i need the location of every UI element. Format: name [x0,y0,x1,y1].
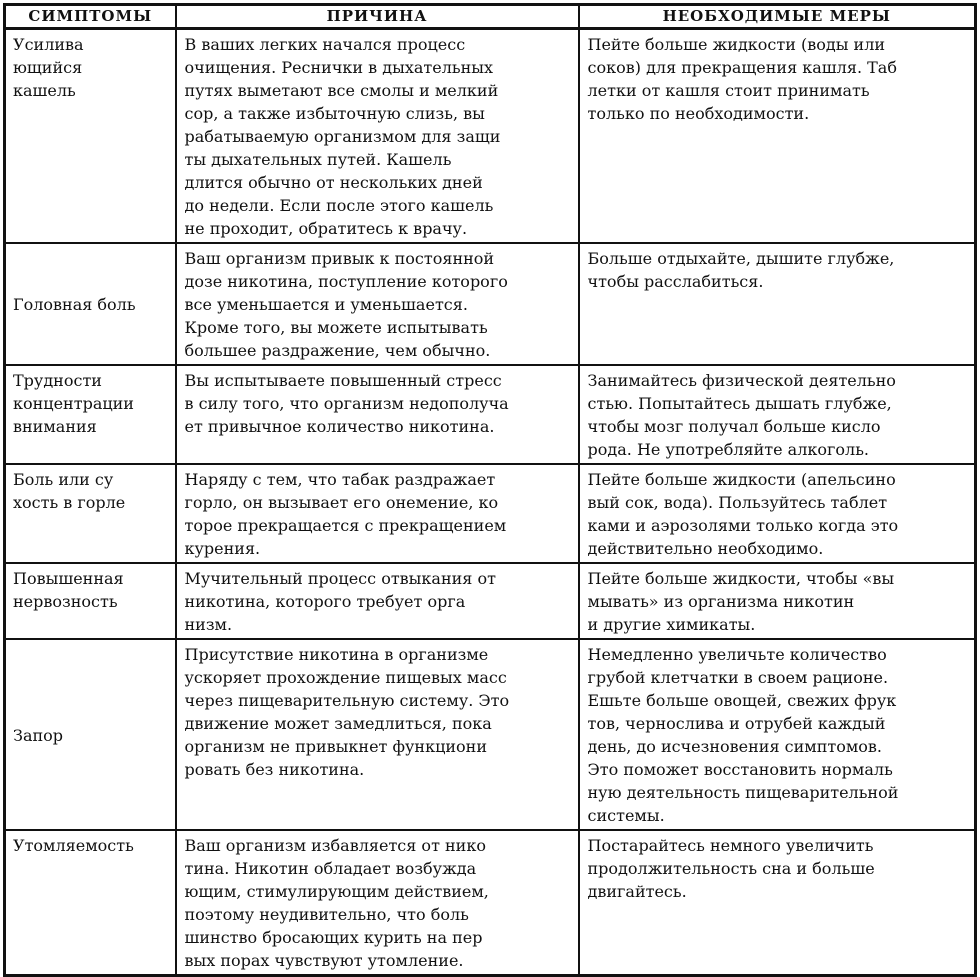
measures-cell: Немедленно увеличьте количество грубой клетчатки в своем рационе. Ешьте больше овощей, свежих фрук тов, чернослива и отрубей каждый день, до исчезновения симптомов. Это поможет восстановить нормаль ную деятельность пищеварительной системы. [579,639,976,830]
cause-cell: В ваших легких начался процесс очищения. Реснички в дыхательных путях выметают все смолы и мелкий сор, а также избыточную слизь, вы рабатываемую организмом для защи ты дыхательных путей. Кашель длится обычно от нескольких дней до недели. Если после этого кашель не проходит, обратитесь к врачу. [176,29,579,244]
table-row [5,464,976,563]
cause-cell: Ваш организм избавляется от нико тина. Никотин обладает возбужда ющим, стимулирующим действием, поэтому неудивительно, что боль шинство бросающих курить на пер вых порах чувствуют утомление. [176,830,579,976]
cause-cell: Вы испытываете повышенный стресс в силу того, что организм недополуча ет привычное количество никотина. [176,365,579,464]
measures-cell: Занимайтесь физической деятельно стью. Попытайтесь дышать глубже, чтобы мозг получал больше кисло рода. Не употребляйте алкоголь. [579,365,976,464]
symptoms-table [3,3,977,977]
measures-cell: Пейте больше жидкости (воды или соков) для прекращения кашля. Таб летки от кашля стоит принимать только по необходимости. [579,29,976,244]
symptom-cell: Боль или су хость в горле [5,464,176,563]
symptom-cell: Утомляемость [5,830,176,976]
table-row [5,639,976,830]
symptom-cell: Трудности концентрации внимания [5,365,176,464]
measures-cell: Пейте больше жидкости, чтобы «вы мывать» из организма никотин и другие химикаты. [579,563,976,639]
header-measures: НЕОБХОДИМЫЕ МЕРЫ [579,5,976,29]
cause-cell: Наряду с тем, что табак раздражает горло, он вызывает его онемение, ко торое прекращается с прекращением курения. [176,464,579,563]
measures-cell: Пейте больше жидкости (апельсино вый сок, вода). Пользуйтесь таблет ками и аэрозолями только когда это действительно необходимо. [579,464,976,563]
table-header-row [5,5,976,29]
measures-cell: Постарайтесь немного увеличить продолжительность сна и больше двигайтесь. [579,830,976,976]
symptom-cell: Головная боль [5,243,176,365]
table-row [5,243,976,365]
symptom-cell: Запор [5,639,176,830]
table-row [5,830,976,976]
symptom-cell: Повышенная нервозность [5,563,176,639]
cause-cell: Мучительный процесс отвыкания от никотина, которого требует орга низм. [176,563,579,639]
header-cause: ПРИЧИНА [176,5,579,29]
table-row [5,29,976,244]
symptom-cell: Усилива ющийся кашель [5,29,176,244]
table-row [5,365,976,464]
cause-cell: Присутствие никотина в организме ускоряет прохождение пищевых масс через пищеварительную систему. Это движение может замедлиться, пока организм не привыкнет функциони ровать без никотина. [176,639,579,830]
measures-cell: Больше отдыхайте, дышите глубже, чтобы расслабиться. [579,243,976,365]
header-symptoms: СИМПТОМЫ [5,5,176,29]
table-row [5,563,976,639]
cause-cell: Ваш организм привык к постоянной дозе никотина, поступление которого все уменьшается и уменьшается. Кроме того, вы можете испытывать большее раздражение, чем обычно. [176,243,579,365]
